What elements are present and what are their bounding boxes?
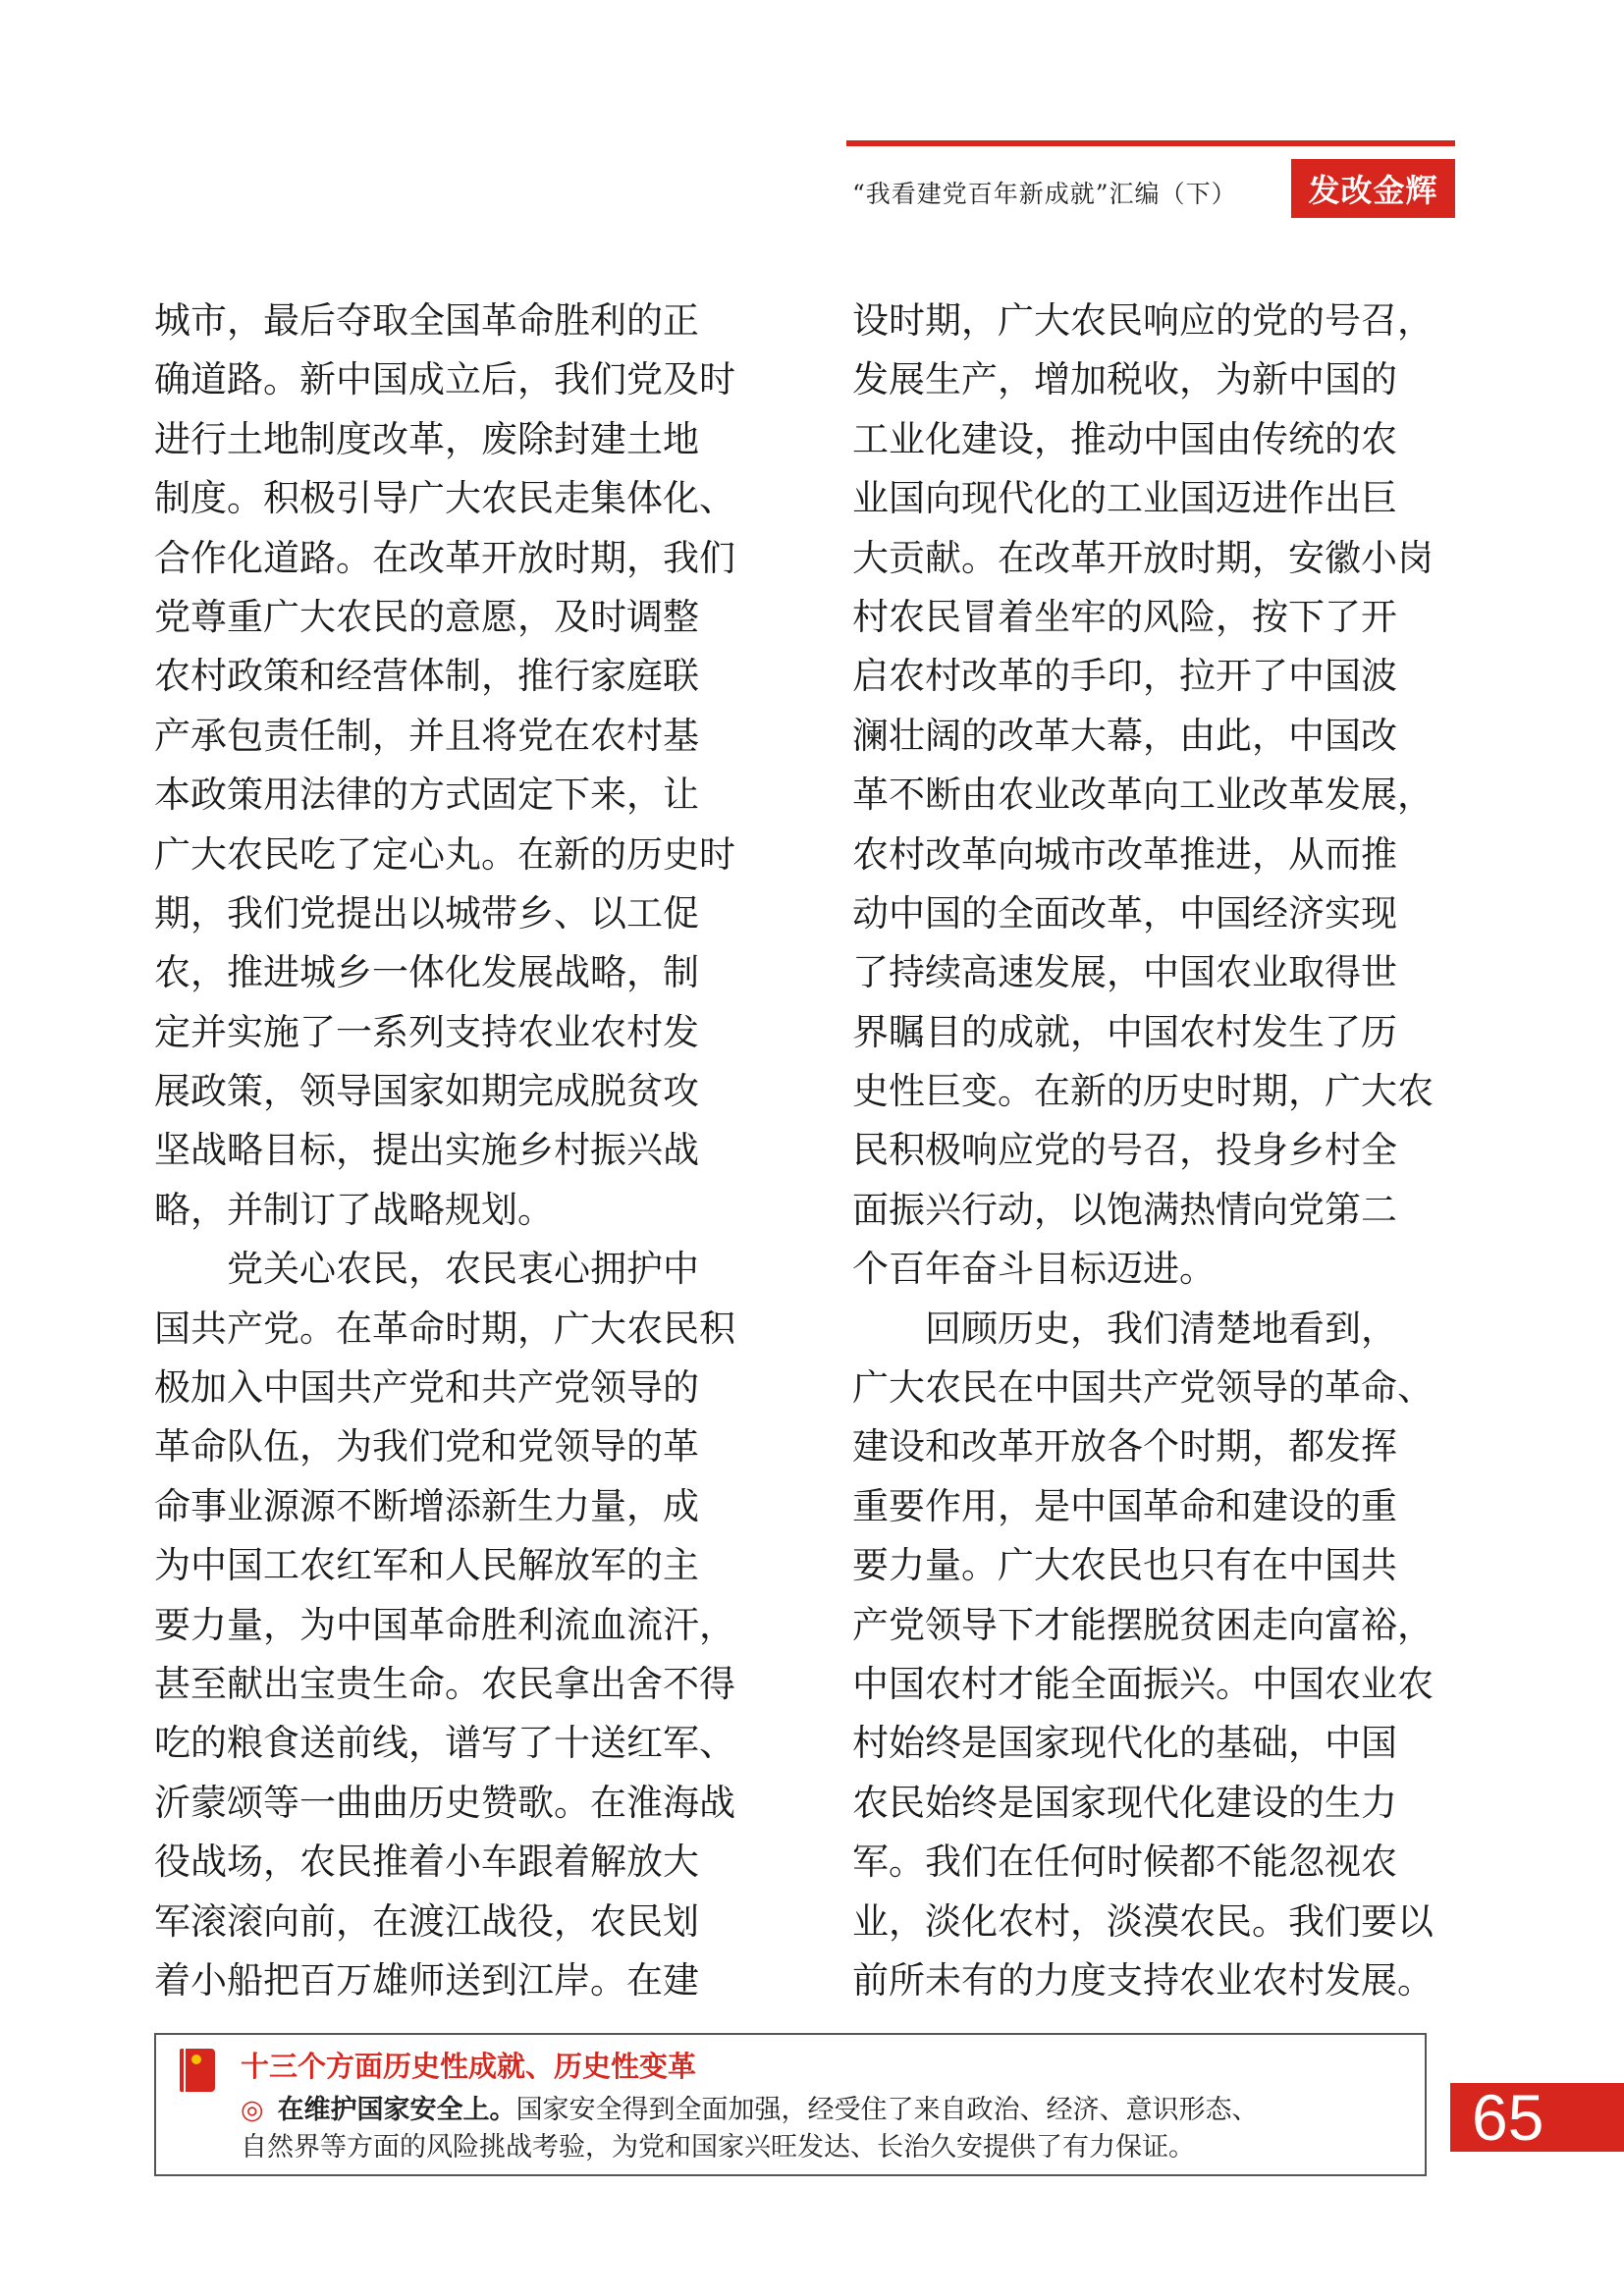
text-line: 定并实施了一系列支持农业农村发 — [154, 1010, 699, 1053]
text-line: 国共产党。在革命时期，广大农民积 — [154, 1307, 735, 1350]
text-line: 党关心农民，农民衷心拥护中 — [227, 1248, 699, 1291]
text-line: 役战场，农民推着小车跟着解放大 — [154, 1841, 699, 1884]
sidebar-title: 十三个方面历史性成就、历史性变革 — [241, 2050, 697, 2083]
text-line: 工业化建设，推动中国由传统的农 — [852, 417, 1397, 460]
text-line: 要力量。广大农民也只有在中国共 — [852, 1544, 1397, 1587]
text-line: 军滚滚向前，在渡江战役，农民划 — [154, 1899, 699, 1943]
text-line: 中国农村才能全面振兴。中国农业农 — [852, 1662, 1434, 1705]
text-line: 为中国工农红军和人民解放军的主 — [154, 1544, 699, 1587]
sidebar-box — [154, 2033, 1427, 2176]
publication-badge: 发改金辉 — [1291, 159, 1455, 218]
text-line: 本政策用法律的方式固定下来，让 — [154, 774, 699, 817]
text-line: 大贡献。在改革开放时期，安徽小岗 — [852, 536, 1434, 579]
text-line: 广大农民在中国共产党领导的革命、 — [852, 1366, 1434, 1410]
sidebar-text: 国家安全得到全面加强，经受住了来自政治、经济、意识形态、 — [515, 2095, 1259, 2125]
text-line: 澜壮阔的改革大幕，由此，中国改 — [852, 714, 1397, 757]
text-line: 合作化道路。在改革开放时期，我们 — [154, 536, 735, 579]
text-line: 农村政策和经营体制，推行家庭联 — [154, 655, 699, 698]
text-line: 农民始终是国家现代化建设的生力 — [852, 1781, 1397, 1824]
text-line: 发展生产，增加税收，为新中国的 — [852, 358, 1397, 401]
left-column — [154, 292, 761, 2010]
text-line: 界瞩目的成就，中国农村发生了历 — [852, 1010, 1397, 1053]
text-line: 村农民冒着坐牢的风险，按下了开 — [852, 595, 1397, 638]
text-line: 革命队伍，为我们党和党领导的革 — [154, 1425, 699, 1468]
text-line: 前所未有的力度支持农业农村发展。 — [852, 1958, 1434, 2002]
text-line: 党尊重广大农民的意愿，及时调整 — [154, 595, 699, 638]
text-line: 设时期，广大农民响应的党的号召， — [852, 299, 1434, 342]
bullet-icon: ◎ — [241, 2095, 264, 2125]
text-line: 村始终是国家现代化的基础，中国 — [852, 1722, 1397, 1765]
text-line: 广大农民吃了定心丸。在新的历史时 — [154, 832, 735, 876]
text-line: 农，推进城乡一体化发展战略，制 — [154, 951, 699, 994]
text-line: 极加入中国共产党和共产党领导的 — [154, 1366, 699, 1410]
text-line: 重要作用，是中国革命和建设的重 — [852, 1484, 1397, 1527]
book-icon — [180, 2049, 215, 2092]
header-rule — [846, 140, 1455, 146]
page-number: 65 — [1450, 2083, 1624, 2152]
text-line: 产承包责任制，并且将党在农村基 — [154, 714, 699, 757]
text-line: 着小船把百万雄师送到江岸。在建 — [154, 1958, 699, 2002]
text-line: 农村改革向城市改革推进，从而推 — [852, 832, 1397, 876]
text-line: 略，并制订了战略规划。 — [154, 1188, 554, 1231]
sidebar-first-line — [241, 2088, 1259, 2126]
sidebar-second-line: 自然界等方面的风险挑战考验，为党和国家兴旺发达、长治久安提供了有力保证。 — [241, 2132, 1195, 2163]
text-line: 坚战略目标，提出实施乡村振兴战 — [154, 1129, 699, 1172]
text-line: 命事业源源不断增添新生力量，成 — [154, 1484, 699, 1527]
text-line: 面振兴行动，以饱满热情向党第二 — [852, 1188, 1397, 1231]
text-line: 史性巨变。在新的历史时期，广大农 — [852, 1070, 1434, 1113]
text-line: 制度。积极引导广大农民走集体化、 — [154, 477, 735, 520]
text-line: 回顾历史，我们清楚地看到， — [925, 1307, 1397, 1350]
text-line: 业，淡化农村，淡漠农民。我们要以 — [852, 1899, 1434, 1943]
series-title: “我看建党百年新成就”汇编（下） — [852, 180, 1237, 208]
text-line: 期，我们党提出以城带乡、以工促 — [154, 891, 699, 934]
text-line: 启农村改革的手印，拉开了中国波 — [852, 655, 1397, 698]
text-line: 革不断由农业改革向工业改革发展， — [852, 774, 1434, 817]
text-line: 甚至献出宝贵生命。农民拿出舍不得 — [154, 1662, 735, 1705]
text-line: 沂蒙颂等一曲曲历史赞歌。在淮海战 — [154, 1781, 735, 1824]
text-line: 进行土地制度改革，废除封建土地 — [154, 417, 699, 460]
right-column — [852, 292, 1459, 2010]
text-line: 个百年奋斗目标迈进。 — [852, 1248, 1216, 1291]
text-line: 城市，最后夺取全国革命胜利的正 — [154, 299, 699, 342]
text-line: 确道路。新中国成立后，我们党及时 — [154, 358, 735, 401]
text-line: 要力量，为中国革命胜利流血流汗， — [154, 1603, 735, 1646]
text-line: 展政策，领导国家如期完成脱贫攻 — [154, 1070, 699, 1113]
text-line: 业国向现代化的工业国迈进作出巨 — [852, 477, 1397, 520]
text-line: 军。我们在任何时候都不能忽视农 — [852, 1841, 1397, 1884]
text-line: 民积极响应党的号召，投身乡村全 — [852, 1129, 1397, 1172]
text-line: 吃的粮食送前线，谱写了十送红军、 — [154, 1722, 735, 1765]
text-line: 产党领导下才能摆脱贫困走向富裕， — [852, 1603, 1434, 1646]
text-line: 建设和改革开放各个时期，都发挥 — [852, 1425, 1397, 1468]
text-line: 了持续高速发展，中国农业取得世 — [852, 951, 1397, 994]
sidebar-lead: 在维护国家安全上。 — [277, 2095, 516, 2125]
text-line: 动中国的全面改革，中国经济实现 — [852, 891, 1397, 934]
